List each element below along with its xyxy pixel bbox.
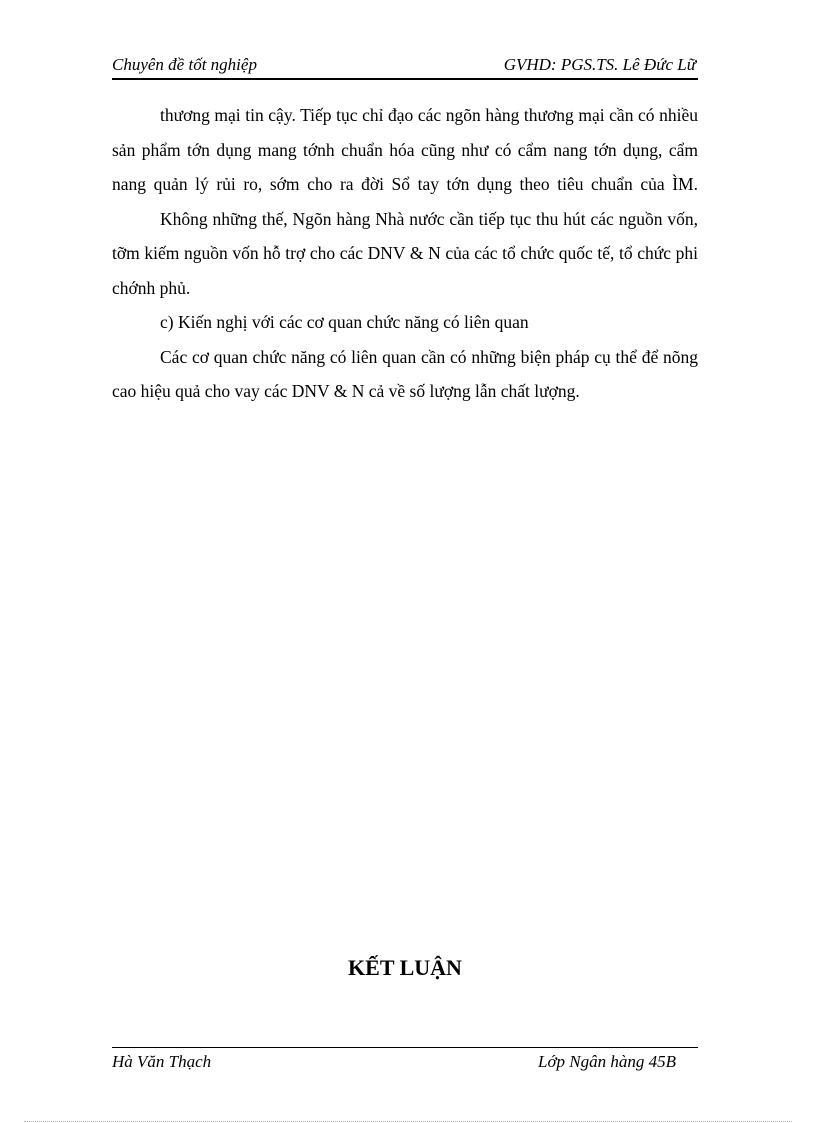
- paragraph-agency-measures: Các cơ quan chức năng có liên quan cần có những biện pháp cụ thể để nõng cao hiệu quả cho vay các DNV & N cả về số lượng lẫn chất lượng.: [112, 346, 698, 401]
- body-text: [112, 98, 698, 409]
- page-header: [112, 52, 698, 80]
- footer-author: Hà Văn Thạch: [112, 1052, 212, 1071]
- paragraph-credit-products: thương mại tin cậy. Tiếp tục chỉ đạo các ngõn hàng thương mại cần có nhiều sản phẩm tớn dụng mang tớnh chuẩn hóa cũng như có cẩm nang tớn dụng, cẩm nang quản lý rủi ro, sớm cho ra đời Sổ tay tớn dụng theo tiêu chuẩn của ÌM.: [112, 105, 698, 194]
- footer-class: Lớp Ngân hàng 45B: [537, 1052, 676, 1071]
- header-document-type: Chuyên đề tốt nghiệp: [112, 55, 257, 74]
- page-bottom-edge: [24, 1121, 792, 1122]
- paragraph-capital-sources: Không những thế, Ngõn hàng Nhà nước cần tiếp tục thu hút các nguồn vốn, tỡm kiếm nguồn vốn hỗ trợ cho các DNV & N của các tổ chức quốc tế, tổ chức phi chớnh phủ.: [112, 208, 698, 298]
- section-heading-recommendations: c) Kiến nghị với các cơ quan chức năng có liên quan: [160, 312, 529, 332]
- page-footer: [112, 1047, 698, 1076]
- conclusion-heading: KẾT LUẬN: [348, 955, 462, 980]
- header-supervisor: GVHD: PGS.TS. Lê Đức Lữ: [503, 55, 696, 74]
